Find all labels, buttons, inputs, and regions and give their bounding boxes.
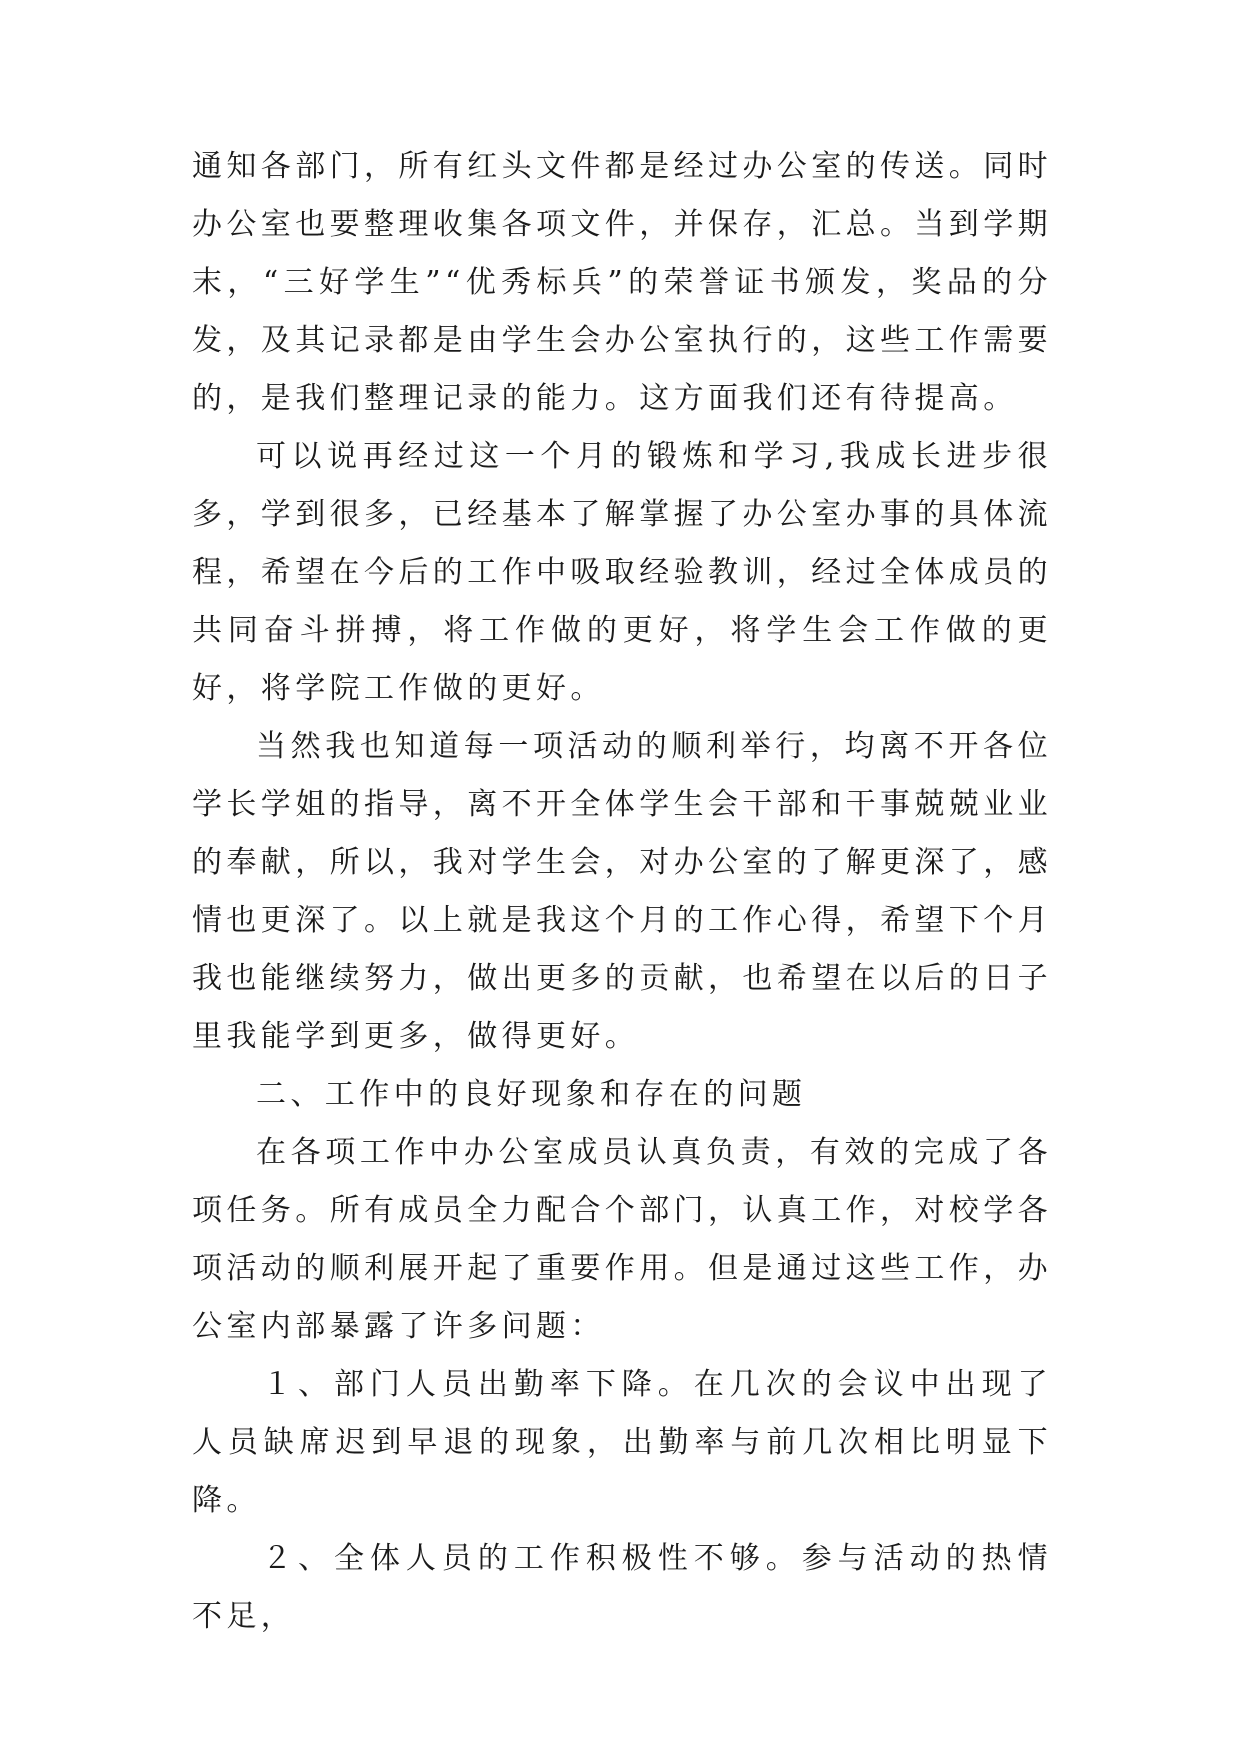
paragraph-continuation: 通知各部门，所有红头文件都是经过办公室的传送。同时办公室也要整理收集各项文件，并保存，汇总。当到学期末，“三好学生”“优秀标兵”的荣誉证书颁发，奖品的分发，及其记录都是由学生会办公室执行的，这些工作需要的，是我们整理记录的能力。这方面我们还有待提高。 (192, 149, 1052, 416)
document-page (192, 138, 1052, 1646)
section-heading: 二、工作中的良好现象和存在的问题 (256, 1077, 807, 1112)
list-item-enthusiasm: ２、全体人员的工作积极性不够。参与活动的热情不足， (192, 1541, 1052, 1634)
list-item-attendance: １、部门人员出勤率下降。在几次的会议中出现了人员缺席迟到早退的现象，出勤率与前几次相比明显下降。 (192, 1367, 1052, 1518)
paragraph-thanks: 当然我也知道每一项活动的顺利举行，均离不开各位学长学姐的指导，离不开全体学生会干部和干事兢兢业业的奉献，所以，我对学生会，对办公室的了解更深了，感情也更深了。以上就是我这个月的工作心得，希望下个月我也能继续努力，做出更多的贡献，也希望在以后的日子里我能学到更多，做得更好。 (192, 729, 1052, 1054)
paragraph-growth: 可以说再经过这一个月的锻炼和学习,我成长进步很多，学到很多，已经基本了解掌握了办公室办事的具体流程，希望在今后的工作中吸取经验教训，经过全体成员的共同奋斗拼搏，将工作做的更好，将学生会工作做的更好，将学院工作做的更好。 (192, 439, 1052, 706)
paragraph-section-intro: 在各项工作中办公室成员认真负责，有效的完成了各项任务。所有成员全力配合个部门，认真工作，对校学各项活动的顺利展开起了重要作用。但是通过这些工作，办公室内部暴露了许多问题： (192, 1135, 1052, 1344)
